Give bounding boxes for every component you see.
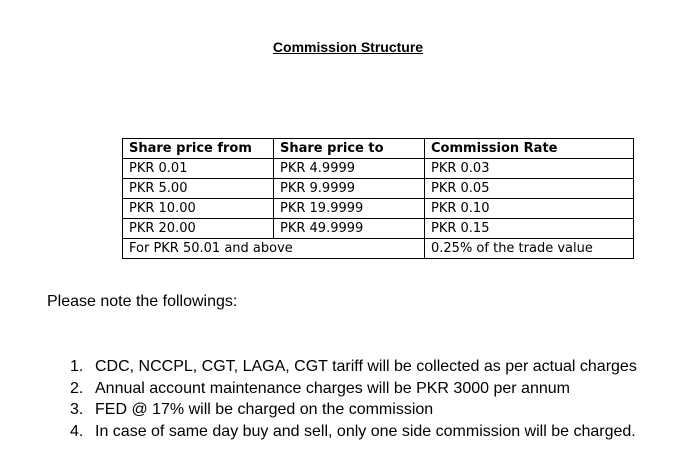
list-item-text: Annual account maintenance charges will be PKR 3000 per annum [95,379,570,397]
table-row-last [123,239,634,259]
list-item-text: FED @ 17% will be charged on the commission [95,401,434,418]
commission-table [122,138,634,259]
table-row [123,219,634,239]
cell-commission-rate: PKR 0.05 [425,179,634,199]
cell-price-to: PKR 19.9999 [274,199,425,219]
cell-commission-rate-percent: 0.25% of the trade value [425,239,634,259]
cell-price-range-above: For PKR 50.01 and above [123,239,425,259]
list-item-number: 4. [70,422,84,440]
cell-price-from: PKR 5.00 [123,179,274,199]
list-item-text: CDC, NCCPL, CGT, LAGA, CGT tariff will be collected as per actual charges [95,358,637,375]
notes-heading: Please note the followings: [47,293,238,310]
table-row [123,179,634,199]
table-row [123,199,634,219]
list-item-text: In case of same day buy and sell, only one side commission will be charged. [95,422,636,440]
table-header-row [123,139,634,159]
list-item-number: 2. [70,379,84,397]
list-item-number: 3. [70,401,84,418]
list-item [70,357,637,379]
cell-commission-rate: PKR 0.03 [425,159,634,179]
cell-price-from: PKR 0.01 [123,159,274,179]
header-share-price-from: Share price from [123,139,274,159]
list-item [70,379,637,401]
cell-price-to: PKR 4.9999 [274,159,425,179]
table-row [123,159,634,179]
list-item [70,422,637,444]
cell-commission-rate: PKR 0.15 [425,219,634,239]
cell-price-from: PKR 20.00 [123,219,274,239]
cell-price-to: PKR 9.9999 [274,179,425,199]
list-item [70,400,637,422]
list-item-number: 1. [70,358,84,375]
notes-list [70,357,637,443]
cell-price-to: PKR 49.9999 [274,219,425,239]
header-share-price-to: Share price to [274,139,425,159]
header-commission-rate: Commission Rate [425,139,634,159]
cell-commission-rate: PKR 0.10 [425,199,634,219]
cell-price-from: PKR 10.00 [123,199,274,219]
page-title: Commission Structure [272,39,424,55]
